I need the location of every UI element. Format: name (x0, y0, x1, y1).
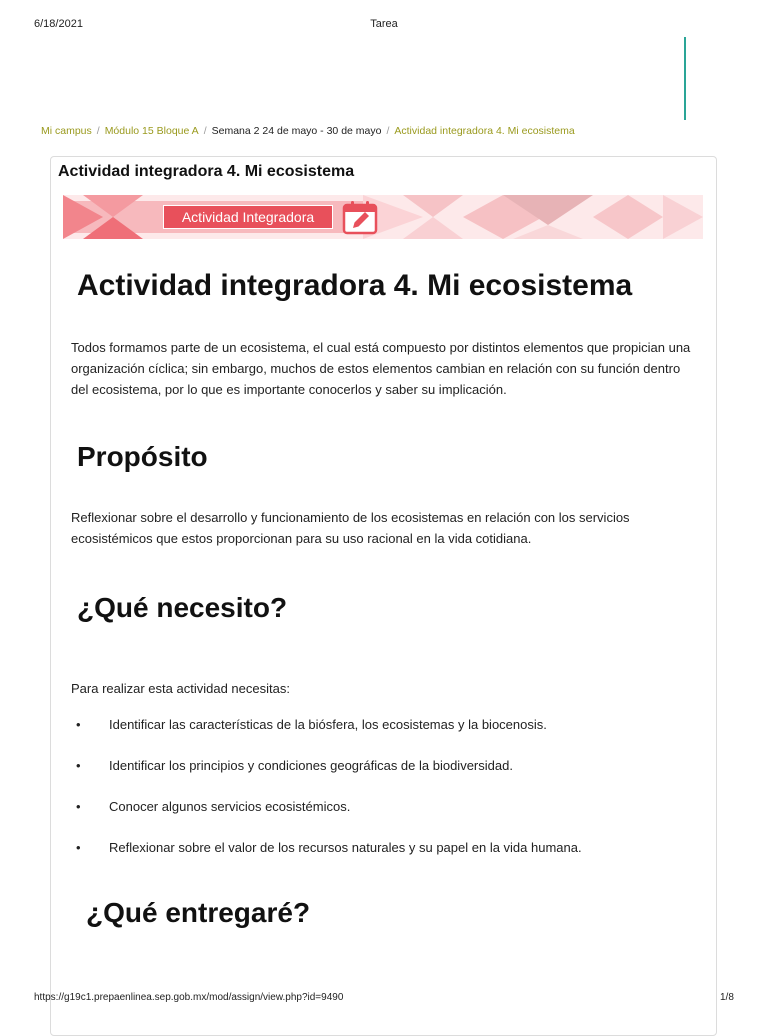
footer-page-number: 1/8 (720, 992, 734, 1003)
breadcrumb-separator: / (96, 125, 100, 137)
breadcrumb-modulo[interactable]: Módulo 15 Bloque A (104, 125, 199, 137)
needs-heading: ¿Qué necesito? (77, 592, 288, 623)
banner-label: Actividad Integradora (163, 205, 333, 229)
list-item: • Identificar las características de la biósfera, los ecosistemas y la biocenosis. (71, 714, 691, 755)
calendar-edit-icon (342, 199, 378, 235)
list-item: • Identificar los principios y condiciones geográficas de la biodiversidad. (71, 755, 691, 796)
breadcrumb-semana: Semana 2 24 de mayo - 30 de mayo (211, 125, 382, 137)
activity-banner (63, 195, 703, 239)
breadcrumb-separator: / (386, 125, 390, 137)
print-date: 6/18/2021 (34, 18, 83, 30)
intro-text: Todos formamos parte de un ecosistema, el cual está compuesto por distintos elementos que propician una organización cíclica; sin embargo, muchos de estos elementos cambian en relación con su función dentro del ecosistema, por lo que es importante conocerlos y saber su implicación. (71, 340, 691, 397)
print-header (0, 18, 768, 32)
purpose-text: Reflexionar sobre el desarrollo y funcionamiento de los ecosistemas en relación con los servicios ecosistémicos que estos proporcionan para su uso racional en la vida cotidiana. (71, 510, 630, 546)
breadcrumb-separator: / (203, 125, 207, 137)
deliver-heading: ¿Qué entregaré? (86, 897, 311, 928)
list-item: • Reflexionar sobre el valor de los recursos naturales y su papel en la vida humana. (71, 837, 691, 878)
breadcrumb (41, 125, 575, 137)
footer-url: https://g19c1.prepaenlinea.sep.gob.mx/mod/assign/view.php?id=9490 (34, 992, 344, 1003)
vertical-divider (684, 37, 686, 120)
banner-pattern (63, 195, 703, 239)
breadcrumb-actividad[interactable]: Actividad integradora 4. Mi ecosistema (394, 125, 575, 137)
print-title: Tarea (370, 18, 398, 30)
card-title: Actividad integradora 4. Mi ecosistema (58, 163, 355, 180)
purpose-heading: Propósito (77, 441, 208, 472)
activity-heading: Actividad integradora 4. Mi ecosistema (77, 269, 633, 302)
breadcrumb-mi-campus[interactable]: Mi campus (41, 125, 92, 137)
needs-list (71, 714, 691, 878)
assignment-card (50, 156, 717, 1036)
needs-intro: Para realizar esta actividad necesitas: (71, 681, 290, 696)
list-item: • Conocer algunos servicios ecosistémicos. (71, 796, 691, 837)
